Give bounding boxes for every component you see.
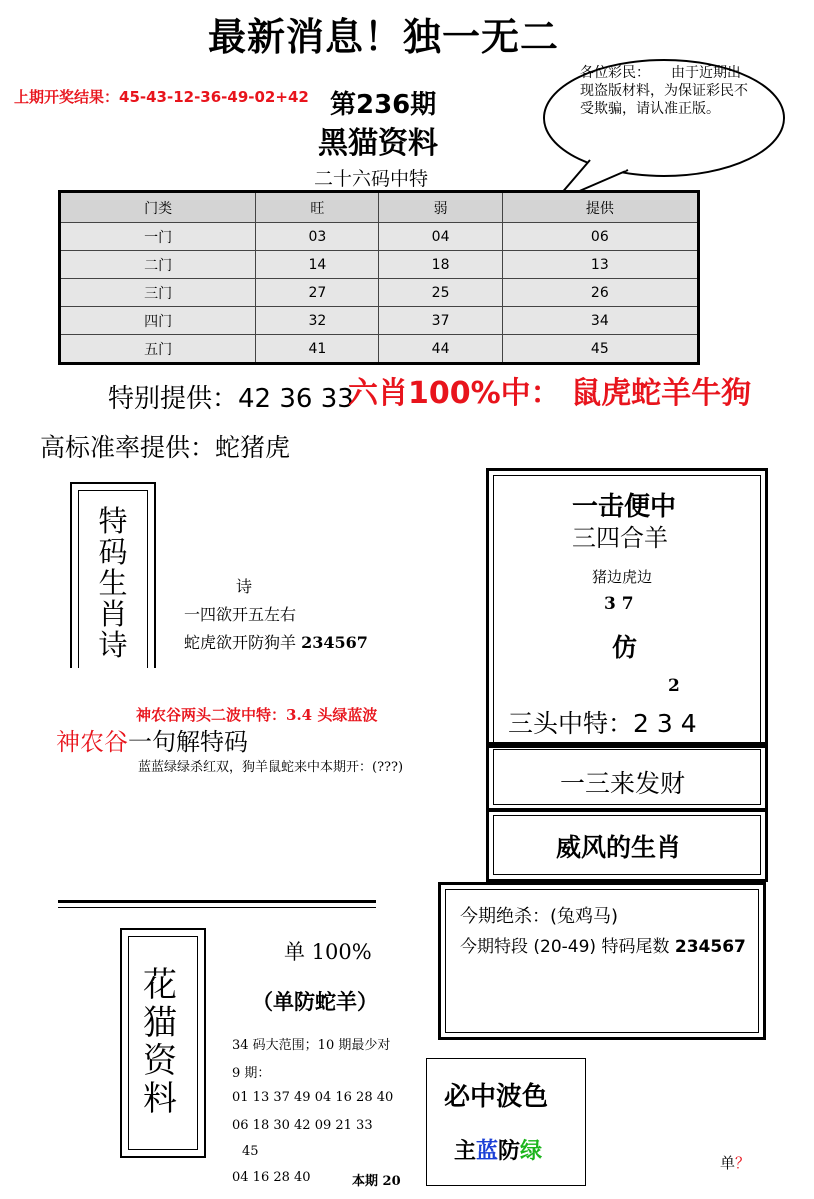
table-cell: 37 [379, 307, 502, 335]
single-label: 单 [720, 1154, 736, 1172]
table-cell: 27 [256, 279, 379, 307]
table-header: 门类 [60, 192, 256, 223]
number-line: 01 13 37 49 04 16 28 40 [232, 1090, 394, 1105]
guard-label: 防 [498, 1139, 521, 1164]
table-cell: 34 [502, 307, 698, 335]
divider [58, 907, 376, 908]
wave-color-title: 必中波色 [444, 1082, 549, 1112]
table-cell: 13 [502, 251, 698, 279]
divider [58, 900, 376, 903]
poem-line-number: 234567 [301, 633, 368, 652]
table-cell: 04 [379, 223, 502, 251]
blue-label: 蓝 [476, 1139, 499, 1164]
six-zodiac-banner: 六肖100%中： 鼠虎蛇羊牛狗 [348, 376, 752, 411]
shennong-description: 蓝蓝绿绿杀红双，狗羊鼠蛇来中本期开：(???) [138, 760, 404, 775]
table-row [60, 279, 699, 307]
table-cell: 五门 [60, 335, 256, 364]
table-row [60, 335, 699, 364]
kill-line [460, 932, 746, 957]
kill-line-number: 234567 [674, 937, 746, 957]
current-issue-label: 本期 20 [352, 1174, 401, 1189]
fortune-text: 一三来发财 [560, 769, 686, 798]
special-offer: 特别提供：42 36 33 [108, 384, 354, 414]
table-cell: 03 [256, 223, 379, 251]
table-header: 提供 [502, 192, 698, 223]
strike-number: 2 [668, 676, 680, 696]
wave-color-line [454, 1134, 542, 1165]
table-cell: 26 [502, 279, 698, 307]
number-line: 04 16 28 40 [232, 1170, 311, 1185]
number-line: 06 18 30 42 09 21 33 [232, 1118, 373, 1133]
poem-line-text: 蛇虎欲开防狗羊 [184, 633, 297, 652]
kill-line: 今期绝杀：(兔鸡马) [460, 906, 619, 927]
single-question [720, 1152, 750, 1173]
issue-number: 第236期 [330, 90, 437, 120]
pig-tiger-hint: 猪边虎边 [592, 568, 653, 586]
notice-text: 各位彩民： 由于近期出现盗版材料，为保证彩民不受欺骗，请认准正版。 [580, 65, 748, 117]
single-percent: 单 100% [284, 940, 372, 964]
shennong-title: 神农谷 [56, 728, 128, 756]
strike-title: 一击便中 [572, 492, 677, 522]
green-label: 绿 [520, 1139, 543, 1164]
table-row [60, 223, 699, 251]
question-mark: ？ [735, 1154, 751, 1172]
table-header: 弱 [379, 192, 502, 223]
poem-label: 诗 [236, 577, 253, 596]
table-cell: 18 [379, 251, 502, 279]
table-cell: 三门 [60, 279, 256, 307]
shennong-subtitle: 一句解特码 [128, 728, 248, 756]
table-cell: 45 [502, 335, 698, 364]
subtitle: 二十六码中特 [314, 168, 429, 190]
strike-subtitle: 三四合羊 [572, 524, 668, 552]
headline: 最新消息！独一无二 [208, 14, 560, 59]
poem-line [184, 630, 368, 653]
number-line: 45 [242, 1144, 259, 1159]
main-label: 主 [454, 1139, 477, 1164]
fang-label: 仿 [612, 633, 638, 662]
strike-numbers: 3 7 [604, 594, 634, 614]
table-cell: 41 [256, 335, 379, 364]
table-cell: 四门 [60, 307, 256, 335]
table-cell: 25 [379, 279, 502, 307]
kill-line-text: 今期特段 (20-49) 特码尾数 [460, 937, 670, 957]
table-cell: 44 [379, 335, 502, 364]
poem-line: 一四欲开五左右 [184, 605, 297, 624]
flower-title: 花猫资料 [143, 965, 177, 1119]
single-guard: （单防蛇羊） [252, 989, 378, 1014]
mighty-zodiac-text: 威风的生肖 [556, 833, 682, 862]
table-row [60, 251, 699, 279]
nine-issues-label: 9 期： [232, 1066, 271, 1081]
table-cell: 二门 [60, 251, 256, 279]
brand-title: 黑猫资料 [318, 126, 438, 161]
accurate-offer: 高标准率提供：蛇猪虎 [40, 433, 291, 462]
last-result: 上期开奖结果：45-43-12-36-49-02+42 [14, 88, 309, 106]
three-head-tip: 三头中特：2 3 4 [508, 709, 697, 738]
poem-title: 特码生肖诗 [98, 504, 128, 662]
shennong-wave-line: 神农谷两头二波中特：3.4 头绿蓝波 [136, 706, 378, 724]
table-cell: 一门 [60, 223, 256, 251]
range-line: 34 码大范围；10 期最少对 [232, 1038, 391, 1053]
table-cell: 06 [502, 223, 698, 251]
table-cell: 14 [256, 251, 379, 279]
table-header-row [60, 192, 699, 223]
table-header: 旺 [256, 192, 379, 223]
table-row [60, 307, 699, 335]
table-cell: 32 [256, 307, 379, 335]
number-table [58, 190, 700, 365]
